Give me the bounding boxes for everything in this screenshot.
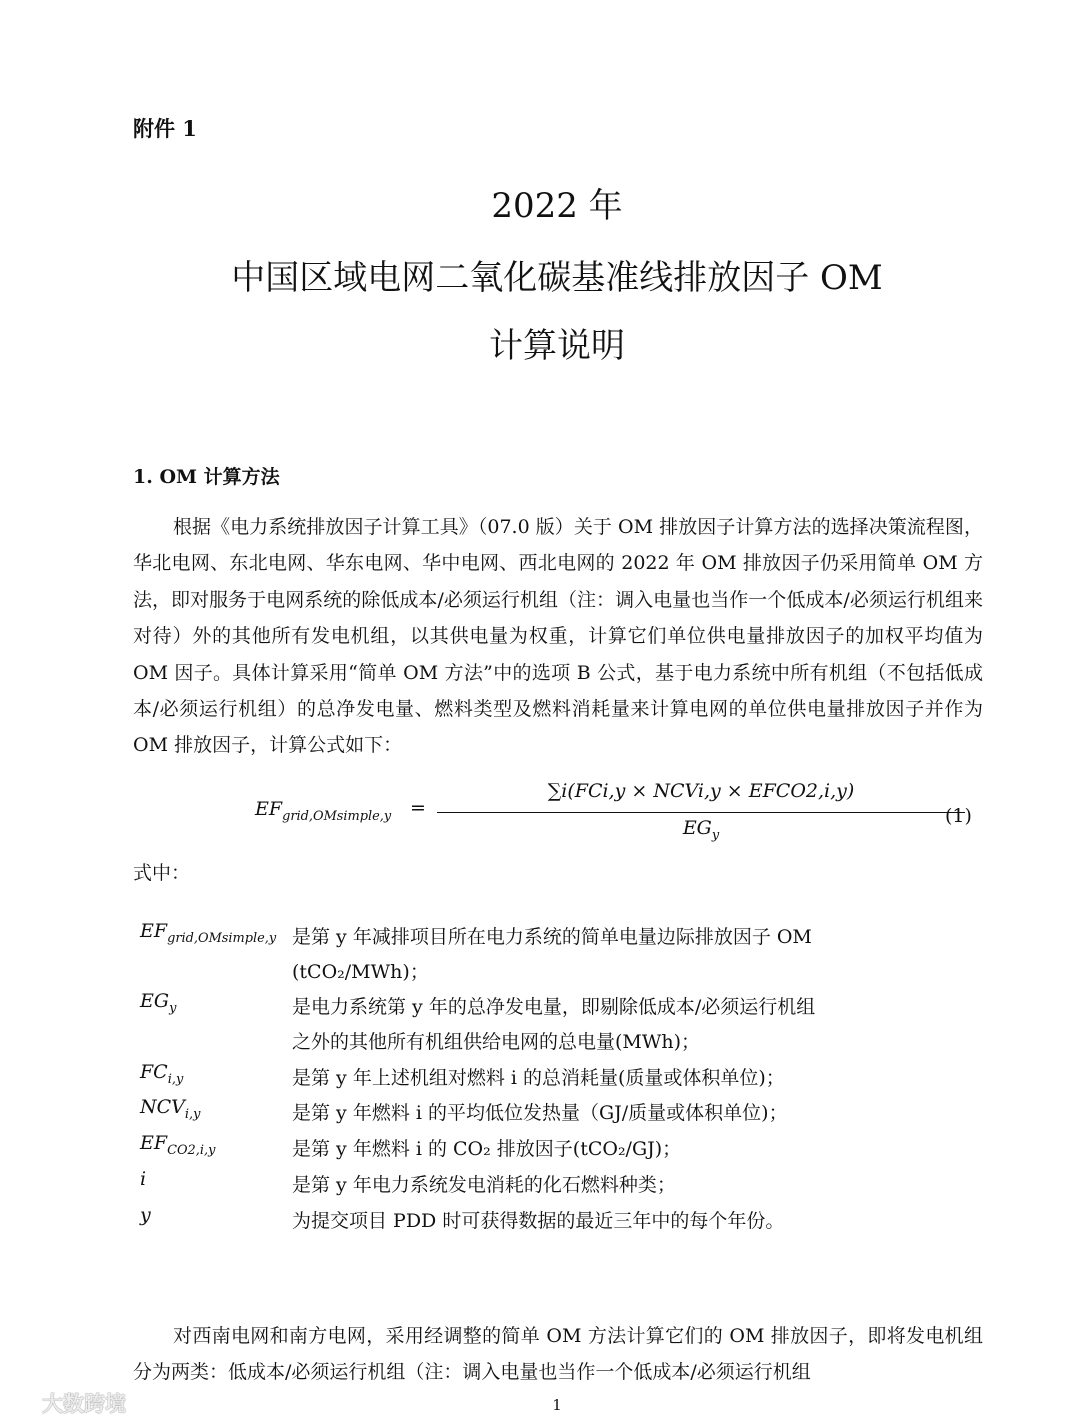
definition-text: 为提交项目 PDD 时可获得数据的最近三年中的每个年份。 — [292, 1210, 785, 1232]
section-heading: 1. OM 计算方法 — [133, 466, 280, 488]
attachment-label: 附件 1 — [133, 116, 197, 141]
formula-denominator: $EG_y$ — [682, 817, 720, 843]
formula-fraction — [437, 780, 965, 843]
formula-equals: = — [410, 797, 426, 819]
definition-symbol: $FC_{i,y}$ — [140, 1061, 184, 1087]
definition-symbol: y — [140, 1204, 151, 1226]
fraction-bar — [437, 812, 965, 813]
paragraph-1: 根据《电力系统排放因子计算工具》（07.0 版）关于 OM 排放因子计算方法的选择决策流程图，华北电网、东北电网、华东电网、华中电网、西北电网的 2022 年 OM 排放因子仍采用简单 OM 方法，即对服务于电网系统的除低成本/必须运行机组（注：调入电量也当作一个低成本/必须运行机组来对待）外的其他所有发电机组，以其供电量为权重，计算它们单位供电量排放因子的加权平均值为 OM 因子。具体计算采用“简单 OM 方法”中的选项 B 公式，基于电力系统中所有机组（不包括低成本/必须运行机组）的总净发电量、燃料类型及燃料消耗量来计算电网的单位供电量排放因子并作为 OM 排放因子，计算公式如下： — [133, 516, 983, 757]
formula-numerator: ∑i(FCi,y × NCVi,y × EFCO2,i,y) — [547, 780, 855, 802]
formula-1 — [255, 780, 975, 844]
definition-symbol: $EF_{grid,OMsimple,y}$ — [140, 920, 277, 946]
watermark-text: 大数跨境 — [42, 1392, 126, 1416]
definition-symbol: i — [140, 1168, 147, 1190]
paragraph-2: 对西南电网和南方电网，采用经调整的简单 OM 方法计算它们的 OM 排放因子，即将发电机组分为两类：低成本/必须运行机组（注：调入电量也当作一个低成本/必须运行机组 — [133, 1325, 983, 1384]
definition-text: 是第 y 年减排项目所在电力系统的简单电量边际排放因子 OM (tCO₂/MWh)； — [292, 926, 812, 983]
definition-text: 是第 y 年燃料 i 的平均低位发热量（GJ/质量或体积单位)； — [292, 1102, 788, 1124]
definition-symbol: $EF_{CO2,i,y}$ — [140, 1132, 216, 1158]
watermark-logo-icon — [6, 1390, 36, 1416]
formula-number: (1) — [945, 805, 972, 827]
where-label: 式中： — [133, 862, 191, 884]
page-number: 1 — [552, 1396, 562, 1414]
definition-symbol: $NCV_{i,y}$ — [140, 1096, 201, 1122]
definition-text: 是第 y 年燃料 i 的 CO₂ 排放因子(tCO₂/GJ)； — [292, 1138, 682, 1160]
definition-text: 是第 y 年上述机组对燃料 i 的总消耗量(质量或体积单位)； — [292, 1067, 785, 1089]
title-main: 中国区域电网二氧化碳基准线排放因子 OM — [231, 258, 883, 298]
formula-lhs: $EF_{grid,OMsimple,y}$ — [255, 798, 392, 824]
definition-text: 是第 y 年电力系统发电消耗的化石燃料种类； — [292, 1174, 676, 1196]
definition-text: 是电力系统第 y 年的总净发电量，即剔除低成本/必须运行机组 之外的其他所有机组供给电网的总电量(MWh)； — [292, 996, 816, 1053]
watermark — [6, 1388, 126, 1418]
title-year: 2022 年 — [491, 186, 623, 226]
title-sub: 计算说明 — [489, 326, 625, 366]
definition-symbol: $EG_y$ — [140, 990, 177, 1016]
